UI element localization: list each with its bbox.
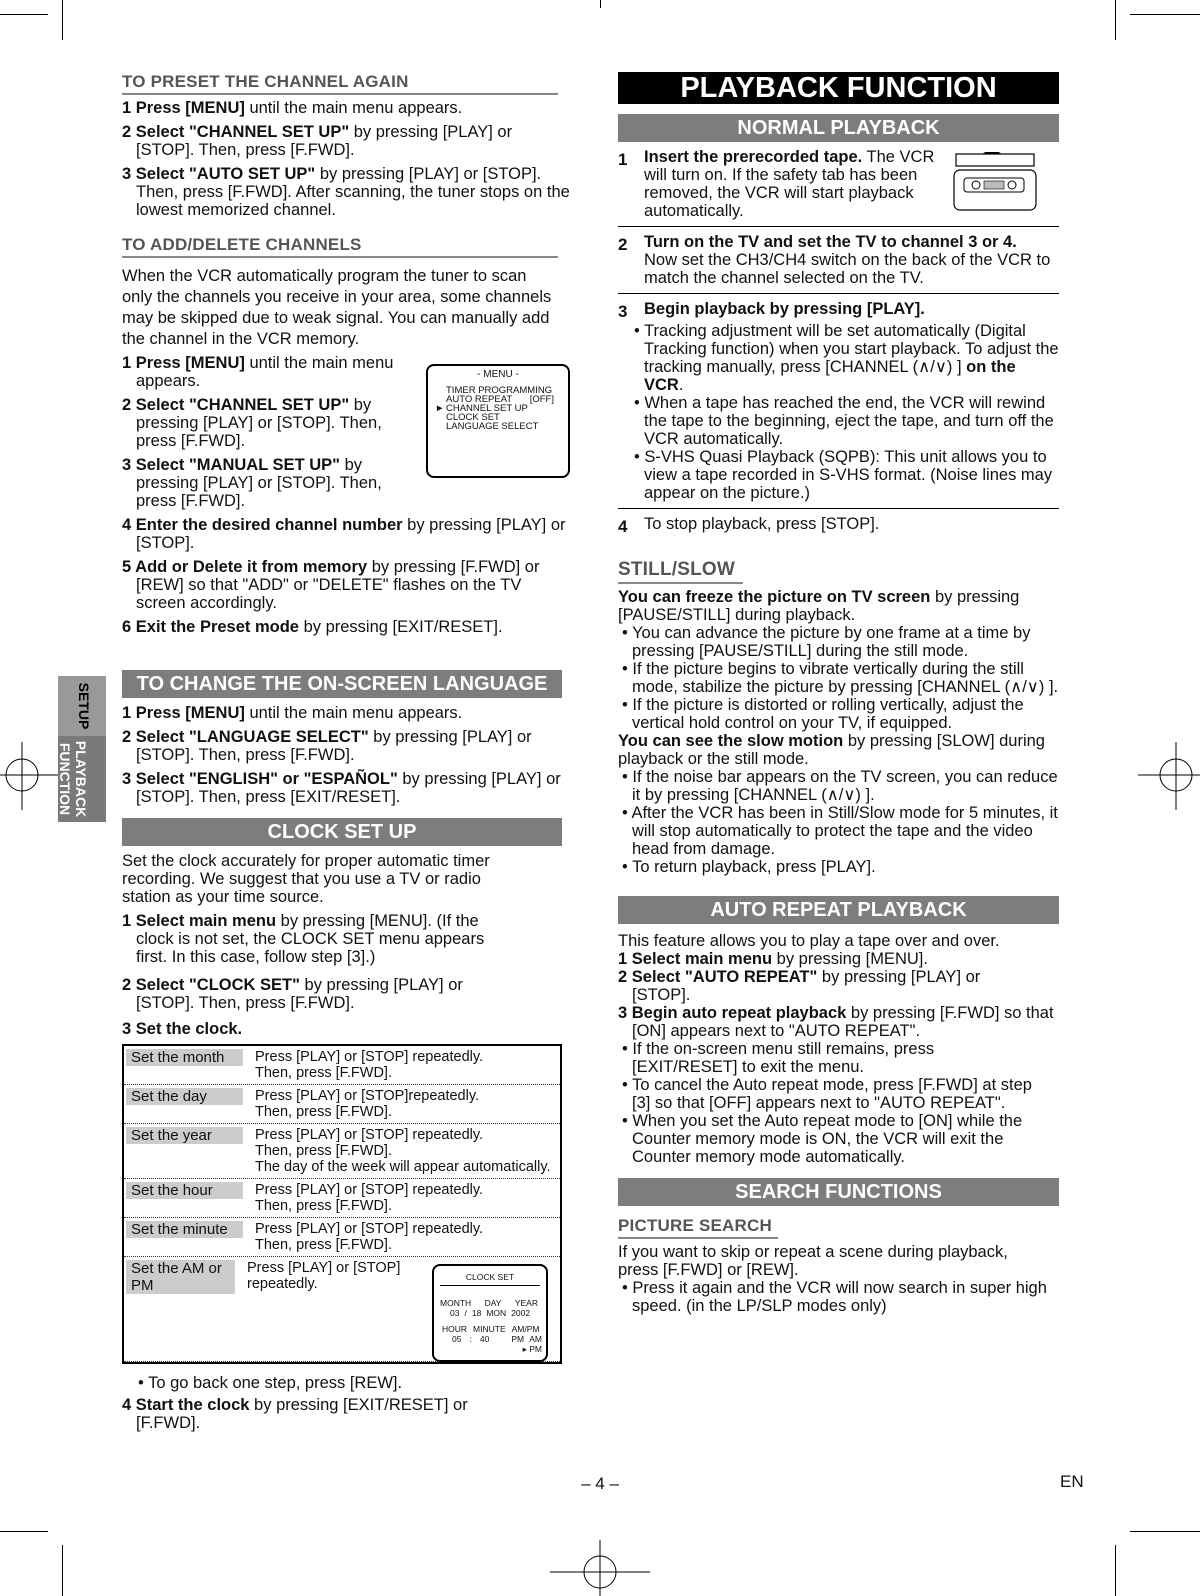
side-tab-playback-label: PLAYBACK	[73, 740, 89, 818]
normal-step-3: 3 Begin playback by pressing [PLAY]. • Tracking adjustment will be set automatically (Digital Tracking function) when you start playback. To adjust the tracking manually, press [CHANNEL (∧/∨) ] on the VCR. • When a tape has reached the end, the VCR will rewind the tape to the beginning, eject the tape, and turn off the VCR automatically. • S-VHS Quasi Playback (SQPB): This unit allows you to view a tape recorded in S-VHS format. (Noise lines may appear on the picture.)	[618, 294, 1059, 509]
picture-search-heading: PICTURE SEARCH	[618, 1216, 778, 1239]
crop-mark	[1115, 0, 1116, 40]
table-row	[124, 1085, 560, 1124]
row-text: Press [PLAY] or [STOP] repeatedly. Then, press [F.FWD].	[255, 1221, 484, 1253]
clock-back-note: • To go back one step, press [REW].	[138, 1374, 403, 1392]
normal-step-2: 2 Turn on the TV and set the TV to channel 3 or 4. Now set the CH3/CH4 switch on the back of the VCR to match the channel selected on the TV.	[618, 227, 1059, 294]
clock-screen-title: CLOCK SET	[440, 1272, 540, 1286]
clock-screen-ampm-options: AM ▸ PM	[522, 1334, 542, 1354]
menu-item: TIMER PROGRAMMING	[446, 385, 553, 396]
crop-mark	[1130, 1531, 1200, 1532]
auto-bullet-2: • To cancel the Auto repeat mode, press [F.FWD] at step [3] so that [OFF] appears next to "AUTO REPEAT".	[622, 1076, 1032, 1112]
adddel-step-2: 2 Select "CHANNEL SET UP" by pressing [PLAY] or [STOP]. Then, press [F.FWD].	[122, 396, 382, 450]
row-text: Press [PLAY] or [STOP] repeatedly.	[247, 1260, 401, 1292]
clock-step-3: 3 Set the clock.	[122, 1020, 243, 1038]
auto-repeat-heading: AUTO REPEAT PLAYBACK	[618, 896, 1059, 924]
still-para-2: You can see the slow motion by pressing [SLOW] during playback or the still mode.	[618, 732, 1045, 768]
clock-step-4: 4 Start the clock by pressing [EXIT/RESET] or [F.FWD].	[122, 1396, 468, 1432]
registration-mark-bottom	[550, 1540, 650, 1596]
side-tab	[58, 676, 106, 822]
auto-bullet-3: • When you set the Auto repeat mode to [ON] while the Counter memory mode is ON, the VCR will exit the Counter memory mode automatically.	[622, 1112, 1023, 1166]
clock-set-screen	[432, 1264, 548, 1362]
language-heading: TO CHANGE THE ON-SCREEN LANGUAGE	[122, 670, 562, 698]
row-text: Press [PLAY] or [STOP]repeatedly. Then, press [F.FWD].	[255, 1088, 480, 1120]
row-label: Set the minute	[126, 1221, 243, 1238]
still-bullet-2: • If the picture begins to vibrate vertically during the still mode, stabilize the picture by pressing [CHANNEL (∧/∨) ].	[622, 660, 1059, 696]
crop-mark	[62, 1545, 63, 1596]
crop-mark	[0, 1531, 48, 1532]
clock-intro: Set the clock accurately for proper automatic timer recording. We suggest that you use a TV or radio station as your time source.	[122, 852, 490, 906]
crop-mark	[600, 0, 601, 8]
still-bullet-3: • If the picture is distorted or rolling vertically, adjust the vertical hold control on your TV, if equipped.	[622, 696, 1024, 732]
menu-screen-items	[435, 385, 568, 432]
row-label: Set the year	[126, 1127, 243, 1144]
auto-step-3: 3 Begin auto repeat playback by pressing [F.FWD] so that [ON] appears next to "AUTO REPEAT".	[618, 1004, 1054, 1040]
preset-step-3: 3 Select "AUTO SET UP" by pressing [PLAY] or [STOP]. Then, press [F.FWD]. After scanning, the tuner stops on the lowest memorized channel.	[122, 165, 570, 219]
language-step-1: 1 Press [MENU] until the main menu appears.	[122, 704, 463, 722]
row-text: Press [PLAY] or [STOP] repeatedly. Then, press [F.FWD].	[255, 1049, 484, 1081]
menu-screen-title: - MENU -	[477, 369, 519, 380]
auto-step-2: 2 Select "AUTO REPEAT" by pressing [PLAY] or [STOP].	[618, 968, 981, 1004]
side-tab-function-label: FUNCTION	[57, 742, 73, 816]
registration-mark-right	[1138, 730, 1200, 820]
menu-screen	[426, 364, 570, 478]
menu-item: AUTO REPEAT [OFF]	[446, 394, 554, 405]
adddel-step-3: 3 Select "MANUAL SET UP" by pressing [PLAY] or [STOP]. Then, press [F.FWD].	[122, 456, 382, 510]
adddel-step-6: 6 Exit the Preset mode by pressing [EXIT/RESET].	[122, 618, 503, 636]
clock-step-1: 1 Select main menu by pressing [MENU]. (If the clock is not set, the CLOCK SET menu appears first. In this case, follow step [3].)	[122, 912, 485, 966]
row-label: Set the month	[126, 1049, 243, 1066]
normal-playback-heading: NORMAL PLAYBACK	[618, 114, 1059, 142]
search-bullet-1: • Press it again and the VCR will now search in super high speed. (in the LP/SLP modes only)	[622, 1279, 1047, 1315]
table-row	[124, 1046, 560, 1085]
normal-step-4: 4 To stop playback, press [STOP].	[618, 515, 880, 536]
still-bullet-6: • To return playback, press [PLAY].	[622, 858, 876, 876]
clock-screen-date-values: 03 / 18 MON 2002	[450, 1308, 531, 1318]
table-row	[124, 1124, 560, 1179]
clock-step-2: 2 Select "CLOCK SET" by pressing [PLAY] or [STOP]. Then, press [F.FWD].	[122, 976, 463, 1012]
adddel-heading: TO ADD/DELETE CHANNELS	[122, 235, 558, 258]
crop-mark	[62, 0, 63, 40]
crop-mark	[1115, 1545, 1116, 1596]
side-tab-setup-label: SETUP	[76, 682, 92, 730]
auto-step-1: 1 Select main menu by pressing [MENU].	[618, 950, 928, 968]
clock-screen-time-values: 05 : 40 PM	[452, 1334, 525, 1344]
normal-bullet-3: • S-VHS Quasi Playback (SQPB): This unit allows you to view a tape recorded in S-VHS format. (Noise lines may appear on the picture.)	[634, 448, 1053, 502]
still-slow-heading: STILL/SLOW	[618, 559, 743, 584]
still-para-1: You can freeze the picture on TV screen by pressing [PAUSE/STILL] during playback.	[618, 588, 1020, 624]
normal-step-1: 1 Insert the prerecorded tape. The VCR will turn on. If the safety tab has been removed, the VCR will start playback automatically.	[618, 142, 1059, 227]
adddel-intro: When the VCR automatically program the tuner to scan only the channels you receive in your area, some channels may be skipped due to weak signal. You can manually add the channel in the VCR memory.	[122, 267, 552, 348]
row-text: Press [PLAY] or [STOP] repeatedly. Then, press [F.FWD]. The day of the week will appear automatically.	[255, 1127, 551, 1175]
left-column	[122, 72, 570, 1438]
playback-function-title: PLAYBACK FUNCTION	[618, 72, 1059, 104]
menu-item: CLOCK SET	[446, 412, 500, 423]
adddel-step-1: 1 Press [MENU] until the main menu appears.	[122, 354, 394, 390]
search-heading: SEARCH FUNCTIONS	[618, 1178, 1059, 1206]
normal-bullet-1: • Tracking adjustment will be set automatically (Digital Tracking function) when you start playback. To adjust the tracking manually, press [CHANNEL (∧/∨) ] on the VCR.	[634, 322, 1059, 394]
still-bullet-4: • If the noise bar appears on the TV screen, you can reduce it by pressing [CHANNEL (∧/∨) ].	[622, 768, 1058, 804]
right-column	[618, 72, 1059, 1315]
adddel-step-4: 4 Enter the desired channel number by pressing [PLAY] or [STOP].	[122, 516, 566, 552]
preset-heading: TO PRESET THE CHANNEL AGAIN	[122, 72, 558, 95]
auto-intro: This feature allows you to play a tape over and over.	[618, 932, 1000, 950]
still-bullet-5: • After the VCR has been in Still/Slow mode for 5 minutes, it will stop automatically to protect the tape and the video head from damage.	[622, 804, 1058, 858]
table-row	[124, 1179, 560, 1218]
adddel-step-5: 5 Add or Delete it from memory by pressing [F.FWD] or [REW] so that "ADD" or "DELETE" flashes on the TV screen accordingly.	[122, 558, 540, 612]
auto-bullet-1: • If the on-screen menu still remains, press [EXIT/RESET] to exit the menu.	[622, 1040, 935, 1076]
crop-mark	[1130, 14, 1200, 15]
menu-item-selected: ► CHANNEL SET UP	[435, 403, 528, 414]
vhs-tape-icon	[952, 152, 1038, 214]
clock-heading: CLOCK SET UP	[122, 818, 562, 846]
language-code: EN	[1060, 1472, 1084, 1491]
language-step-3: 3 Select "ENGLISH" or "ESPAÑOL" by pressing [PLAY] or [STOP]. Then, press [EXIT/RESET].	[122, 770, 561, 806]
row-text: Press [PLAY] or [STOP] repeatedly. Then, press [F.FWD].	[255, 1182, 484, 1214]
clock-screen-time-labels: HOUR MINUTE AM/PM	[442, 1324, 540, 1334]
row-label: Set the AM or PM	[126, 1260, 235, 1294]
row-label: Set the day	[126, 1088, 243, 1105]
table-row	[124, 1218, 560, 1257]
language-step-2: 2 Select "LANGUAGE SELECT" by pressing [PLAY] or [STOP]. Then, press [F.FWD].	[122, 728, 532, 764]
preset-step-1: 1 Press [MENU] until the main menu appears.	[122, 99, 463, 117]
page-number: – 4 –	[581, 1474, 619, 1493]
registration-mark-left	[0, 730, 62, 820]
preset-step-2: 2 Select "CHANNEL SET UP" by pressing [PLAY] or [STOP]. Then, press [F.FWD].	[122, 123, 513, 159]
normal-bullet-2: • When a tape has reached the end, the VCR will rewind the tape to the beginning, eject the tape, and turn off the VCR automatically.	[634, 394, 1054, 448]
search-para: If you want to skip or repeat a scene during playback, press [F.FWD] or [REW].	[618, 1243, 1008, 1279]
adddel-steps-narrow	[122, 354, 412, 510]
still-bullet-1: • You can advance the picture by one frame at a time by pressing [PAUSE/STILL] during the still mode.	[622, 624, 1031, 660]
menu-item: LANGUAGE SELECT	[446, 421, 539, 432]
row-label: Set the hour	[126, 1182, 243, 1199]
clock-set-table	[122, 1044, 562, 1364]
crop-mark	[0, 14, 48, 15]
clock-screen-date-labels: MONTH DAY YEAR	[440, 1298, 538, 1308]
